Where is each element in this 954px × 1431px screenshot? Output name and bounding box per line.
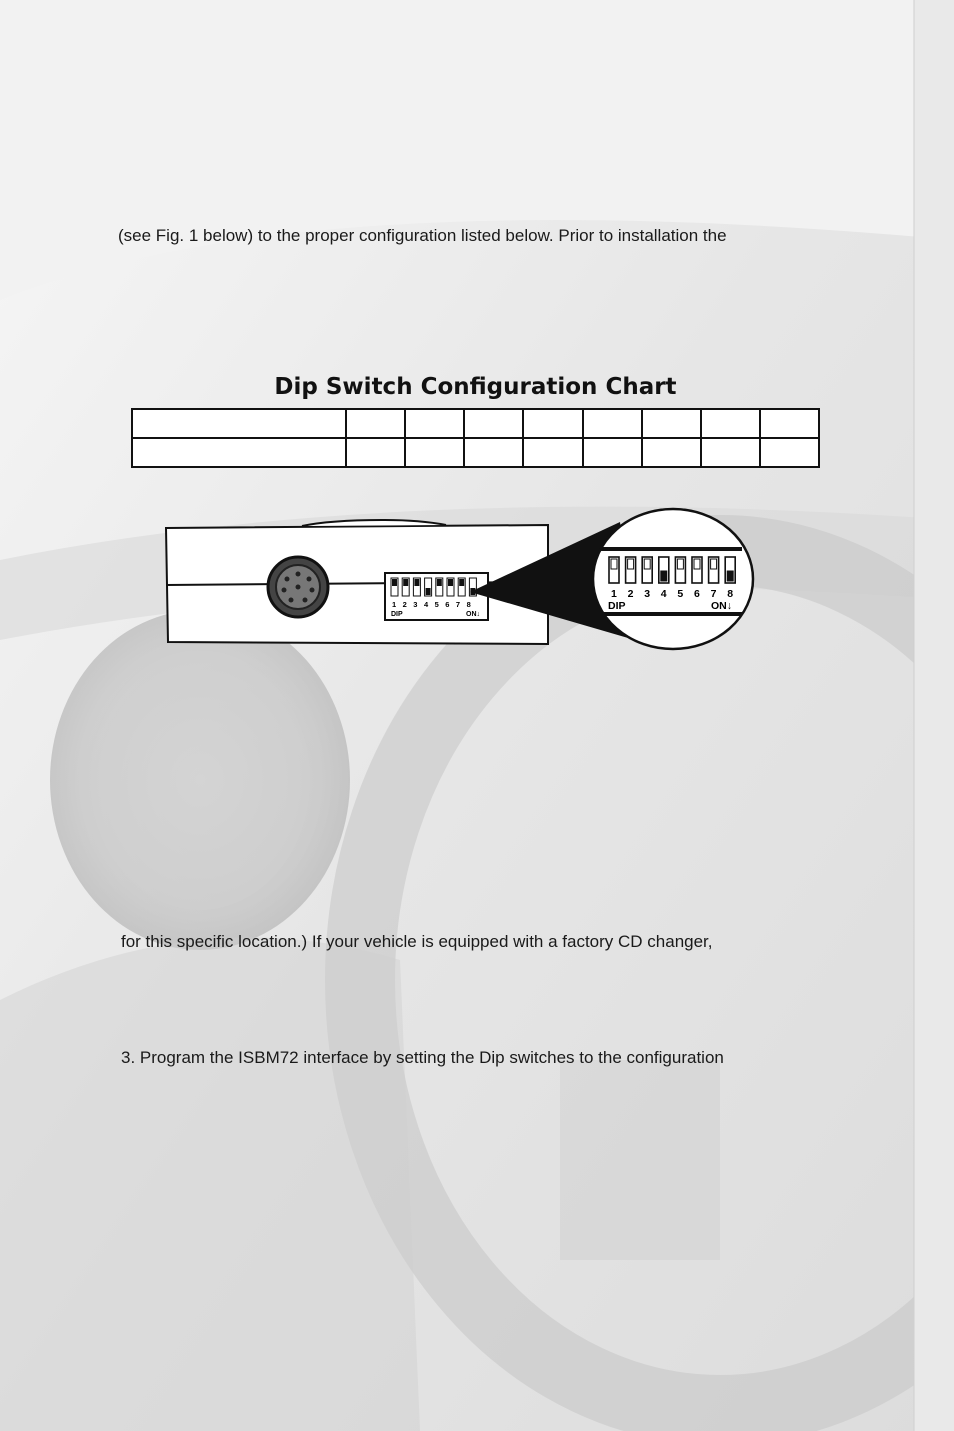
zoom-switch-number: 7 [710,588,717,600]
table-cell [583,409,642,438]
zoom-switch-number: 4 [660,588,667,600]
zoom-switch-number: 8 [727,588,734,600]
zoom-switch-number: 1 [611,588,617,600]
zoom-switch-toggle [677,559,683,569]
table-cell [405,438,464,467]
table-cell [701,409,760,438]
small-switch-toggle [392,579,397,586]
zoom-switch-number: 2 [627,588,634,600]
table-cell [523,409,582,438]
table-cell [464,409,523,438]
table-row [132,409,819,438]
interface-module-figure [160,505,760,655]
zoomed-dip-switch [593,509,753,649]
table-cell [760,438,819,467]
small-switch-toggle [459,579,464,586]
zoom-switch-toggle [628,559,634,569]
table-cell [405,409,464,438]
zoom-switch-number: 6 [694,588,700,600]
table-cell [346,438,405,467]
paragraph-line-2: for this specific location.) If your vehicle is equipped with a factory CD changer, [121,932,713,951]
dip-chart-title: Dip Switch Configuration Chart [274,374,677,400]
table-cell [760,409,819,438]
small-switch-toggle [426,588,431,595]
zoom-switch-number: 5 [677,588,684,600]
paragraph-line-1: (see Fig. 1 below) to the proper configuration listed below. Prior to installation the [118,226,727,245]
zoom-switch-toggle [661,571,667,581]
small-dip-numbers: 1 2 3 4 5 6 7 8 [392,600,473,609]
table-cell [523,438,582,467]
small-switch-toggle [414,579,419,586]
module-dip-switch [385,573,488,620]
zoom-on-label: ON↓ [711,600,732,612]
zoom-switch-toggle [727,571,733,581]
zoom-switch-toggle [611,559,617,569]
table-cell [642,438,701,467]
table-cell [583,438,642,467]
din-connector-icon [268,557,328,617]
table-cell [701,438,760,467]
small-switch-toggle [448,579,453,586]
table-cell [642,409,701,438]
zoom-switch-number: 3 [644,588,651,600]
table-cell [464,438,523,467]
small-switch-toggle [403,579,408,586]
dip-switch-table [131,408,820,468]
table-cell [346,409,405,438]
paragraph-line-3: 3. Program the ISBM72 interface by setting the Dip switches to the configuration [121,1048,724,1067]
zoom-dip-label: DIP [608,600,626,612]
small-on-label: ON↓ [466,611,480,618]
zoom-switch-toggle [694,559,700,569]
zoom-switch-toggle [711,559,717,569]
row-label [132,409,346,438]
zoom-switch-toggle [644,559,650,569]
small-switch-toggle [437,579,442,586]
row-label [132,438,346,467]
interface-module-box [166,520,548,644]
small-dip-label: DIP [391,611,403,618]
table-row [132,438,819,467]
